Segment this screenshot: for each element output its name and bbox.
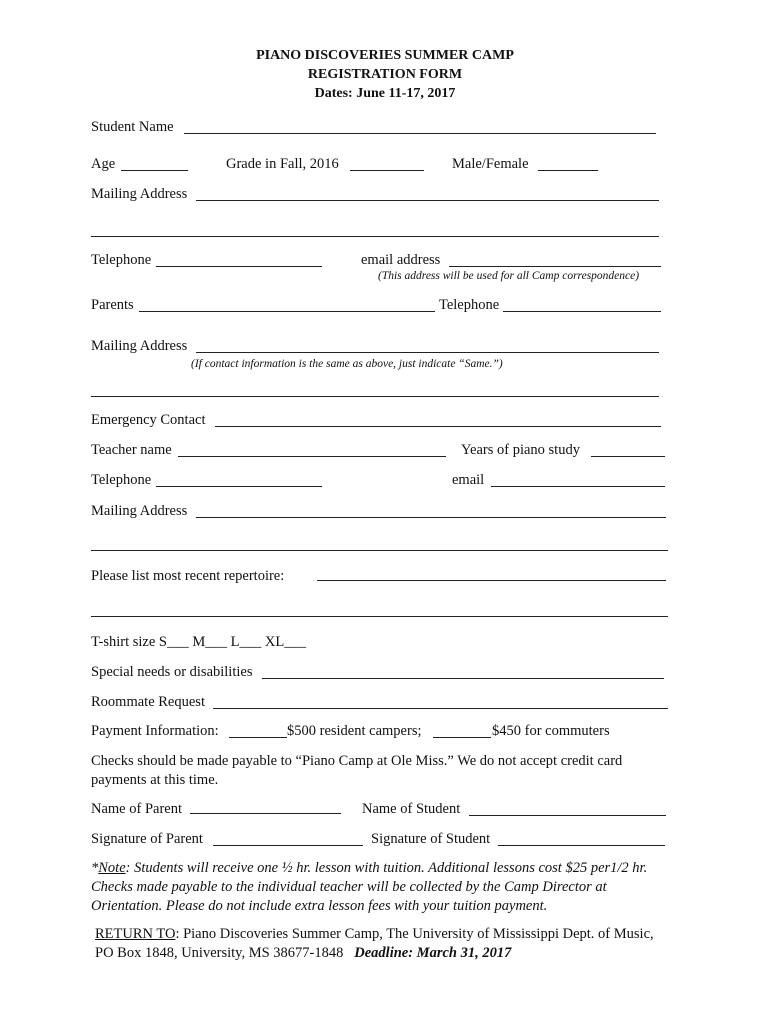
- signature-student-field[interactable]: [498, 845, 665, 846]
- note-line-1: [91, 859, 711, 878]
- grade-label: Grade in Fall, 2016: [226, 156, 339, 172]
- mailing-address-label: Mailing Address: [91, 186, 188, 202]
- roommate-label: Roommate Request: [91, 694, 205, 710]
- roommate-field[interactable]: [213, 708, 668, 709]
- teacher-mailing-address-field[interactable]: [196, 517, 666, 518]
- teacher-telephone-field[interactable]: [156, 486, 322, 487]
- special-needs-field[interactable]: [262, 678, 664, 679]
- payment-commuter-label: $450 for commuters: [492, 723, 610, 739]
- telephone-field[interactable]: [156, 266, 322, 267]
- special-needs-label: Special needs or disabilities: [91, 664, 253, 680]
- payment-label: Payment Information:: [91, 723, 219, 739]
- tshirt-size[interactable]: T-shirt size S___ M___ L___ XL___: [91, 634, 306, 650]
- repertoire-field-line2[interactable]: [91, 616, 668, 617]
- return-line-1: [95, 925, 735, 944]
- name-of-parent-field[interactable]: [190, 813, 341, 814]
- signature-parent-label: Signature of Parent: [91, 831, 203, 847]
- checks-statement: [91, 752, 691, 790]
- repertoire-label: Please list most recent repertoire:: [91, 568, 285, 584]
- grade-field[interactable]: [350, 170, 424, 171]
- teacher-mailing-address-field-line2[interactable]: [91, 550, 668, 551]
- emergency-contact-label: Emergency Contact: [91, 412, 206, 428]
- email-address-label: email address: [361, 252, 441, 268]
- return-to-block: [95, 925, 735, 963]
- parent-mailing-address-field-line2[interactable]: [91, 396, 659, 397]
- teacher-mailing-address-label: Mailing Address: [91, 503, 188, 519]
- gender-field[interactable]: [538, 170, 598, 171]
- return-line-1-text: : Piano Discoveries Summer Camp, The University of Mississippi Dept. of Music,: [175, 926, 654, 942]
- checks-line-1: Checks should be made payable to “Piano Camp at Ole Miss.” We do not accept credit card: [91, 753, 623, 769]
- note-line-3: Orientation. Please do not include extra lesson fees with your tuition payment.: [91, 898, 548, 914]
- parents-field[interactable]: [139, 311, 435, 312]
- signature-parent-field[interactable]: [213, 845, 363, 846]
- parent-mailing-address-field[interactable]: [196, 352, 659, 353]
- tuition-note: [91, 859, 711, 916]
- teacher-email-field[interactable]: [491, 486, 665, 487]
- form-dates: Dates: June 11-17, 2017: [314, 86, 456, 101]
- form-subtitle: REGISTRATION FORM: [307, 67, 463, 82]
- years-study-field[interactable]: [591, 456, 665, 457]
- emergency-contact-field[interactable]: [215, 426, 661, 427]
- teacher-telephone-label: Telephone: [91, 472, 152, 488]
- parent-telephone-label: Telephone: [439, 297, 500, 313]
- name-of-student-field[interactable]: [469, 815, 666, 816]
- parents-label: Parents: [91, 297, 134, 313]
- name-of-student-label: Name of Student: [362, 801, 461, 817]
- parent-telephone-field[interactable]: [503, 311, 661, 312]
- checks-line-2: payments at this time.: [91, 772, 219, 788]
- mailing-address-field[interactable]: [196, 200, 659, 201]
- deadline: Deadline: March 31, 2017: [354, 945, 512, 961]
- repertoire-field[interactable]: [317, 580, 666, 581]
- payment-commuter-field[interactable]: [433, 737, 491, 738]
- mailing-address-field-line2[interactable]: [91, 236, 659, 237]
- age-field[interactable]: [121, 170, 188, 171]
- note-line-1-text: : Students will receive one ½ hr. lesson with tuition. Additional lessons cost $25 per1/2 hr.: [125, 860, 648, 876]
- teacher-name-label: Teacher name: [91, 442, 172, 458]
- return-to-label: RETURN TO: [95, 926, 176, 942]
- teacher-email-label: email: [452, 472, 485, 488]
- teacher-name-field[interactable]: [178, 456, 446, 457]
- gender-label: Male/Female: [452, 156, 529, 172]
- email-note: (This address will be used for all Camp correspondence): [378, 270, 640, 282]
- student-name-label: Student Name: [91, 119, 174, 135]
- note-asterisk: *: [91, 860, 99, 876]
- student-name-field[interactable]: [184, 133, 656, 134]
- return-line-2: [95, 944, 735, 963]
- payment-resident-label: $500 resident campers;: [287, 723, 422, 739]
- payment-resident-field[interactable]: [229, 737, 287, 738]
- name-of-parent-label: Name of Parent: [91, 801, 182, 817]
- note-label: Note: [98, 860, 126, 876]
- parent-mailing-address-label: Mailing Address: [91, 338, 188, 354]
- form-header: [0, 46, 770, 103]
- form-title: PIANO DISCOVERIES SUMMER CAMP: [256, 48, 514, 63]
- return-address: PO Box 1848, University, MS 38677-1848: [95, 945, 344, 961]
- signature-student-label: Signature of Student: [371, 831, 491, 847]
- same-note: (If contact information is the same as above, just indicate “Same.”): [191, 358, 503, 370]
- note-line-2: Checks made payable to the individual teacher will be collected by the Camp Director at: [91, 879, 607, 895]
- years-study-label: Years of piano study: [461, 442, 580, 458]
- telephone-label: Telephone: [91, 252, 152, 268]
- age-label: Age: [91, 156, 116, 172]
